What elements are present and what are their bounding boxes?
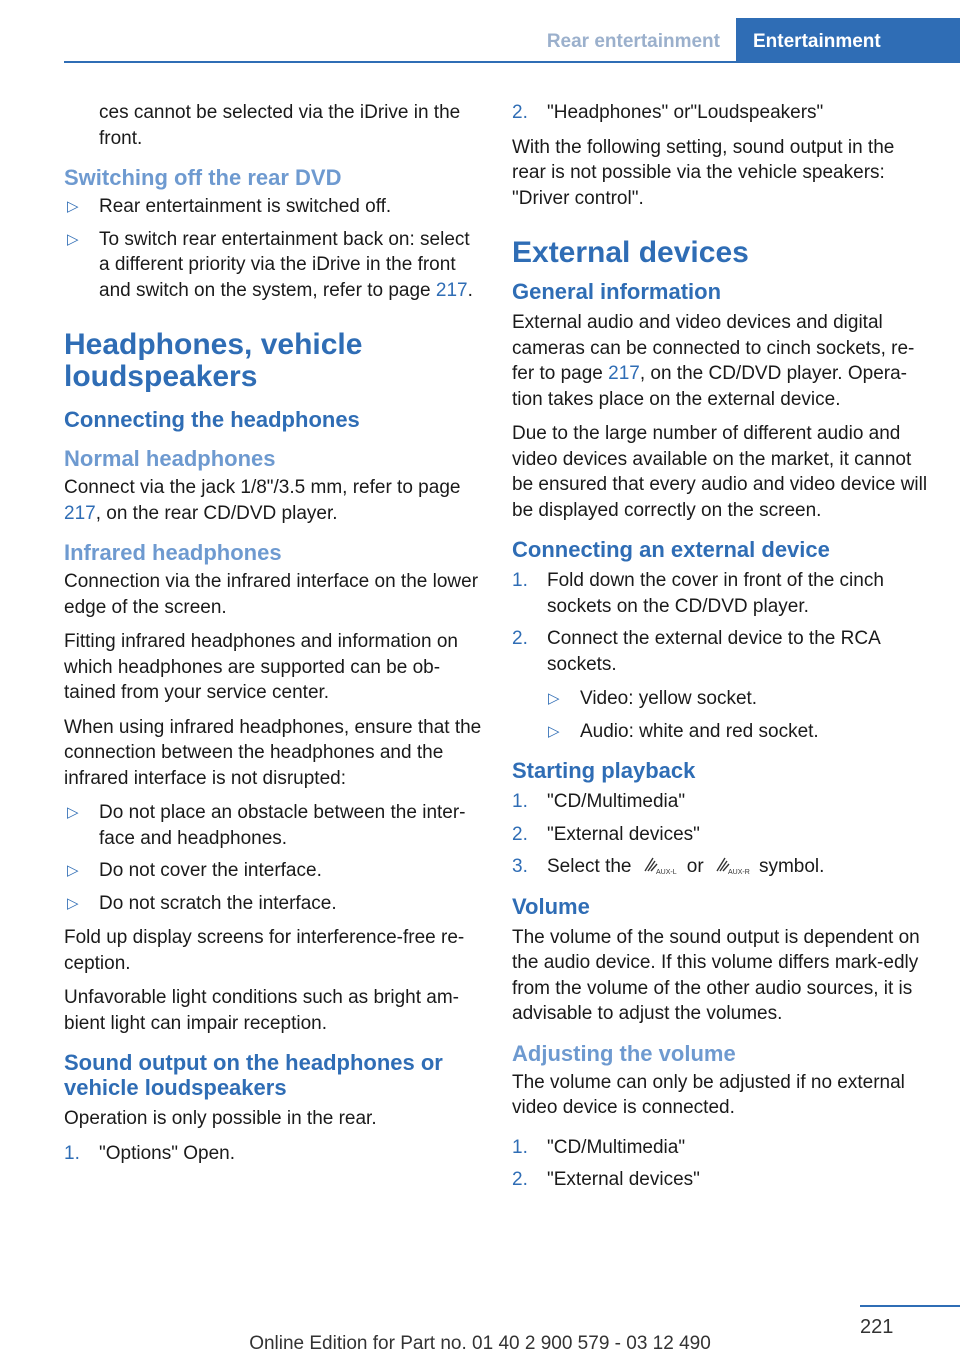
continued-text: ces cannot be selected via the iDrive in the front. [99,102,461,149]
paragraph: The volume of the sound output is dependent on the audio device. If this volume differs mark‐edly from the volume of the other audio sources, it is advisable to adjust the volumes. [512,926,920,1024]
normal-headphones-text: Connect via the jack 1/8"/3.5 mm, refer to page 217, on the rear CD/DVD player. [64,477,461,524]
heading-switching-off: Switching off the rear DVD [64,165,342,190]
page-link[interactable]: 217 [64,502,96,524]
sound-steps [64,1141,484,1167]
paragraph: Connection via the infrared interface on the lower edge of the screen. [64,571,479,618]
paragraph: The volume can only be adjusted if no external video device is connected. [512,1071,905,1118]
heading-volume: Volume [512,893,590,919]
list-item: ▷ Video: yellow socket. [545,686,932,712]
heading-headphones-loudspeakers: Headphones, vehicle loudspeakers [64,328,363,393]
connect-steps [512,568,932,677]
step-number: 2. [512,1169,528,1190]
paragraph: When using infrared headphones, ensure that the connection between the headphones and the infrared interface is not disrupted: [64,716,482,789]
infrared-list [64,800,484,916]
list-item: ▷ Do not place an obstacle between the inter‐face and headphones. [67,802,466,849]
list-item: 2. Connect the external device to the RCA sockets. [512,628,880,675]
paragraph: With the following setting, sound output in the rear is not possible via the vehicle speakers: "Driver control". [512,136,895,209]
list-item: 2. "External devices" [512,1167,932,1193]
step-number: 3. [512,856,528,877]
aux-l-symbol-icon [641,854,683,876]
heading-external-devices: External devices [512,236,749,269]
list-item: ▷ Rear entertainment is switched off. [64,194,484,220]
page-link[interactable]: 217 [435,279,468,301]
paragraph: Fold up display screens for interference-free re‐ception. [64,927,465,974]
left-column [64,100,484,1175]
general-info-text: External audio and video devices and digital cameras can be connected to cinch sockets, re‐fer to page 217, on the CD/DVD player. Opera‐tion takes place on the external device. [512,312,915,410]
sound-steps-continued [512,100,932,126]
step-number: 1. [64,1142,80,1164]
heading-infrared-headphones: Infrared headphones [64,540,282,565]
step-number: 2. [512,102,528,123]
heading-connecting-external-device: Connecting an external device [512,537,830,562]
paragraph: Fitting infrared headphones and information on which headphones are supported can be ob‐tained from your service center. [64,631,458,703]
list-item: 3. Select the AUX-L or AUX-R symbol. [512,854,932,880]
list-item: 1. "CD/Multimedia" [512,1135,932,1161]
svg-text:AUX-R: AUX-R [727,869,750,876]
heading-connecting-headphones: Connecting the headphones [64,407,360,432]
adjust-steps [512,1135,932,1193]
edition-note: Online Edition for Part no. 01 40 2 900 579 - 03 12 490 [249,1333,711,1354]
heading-starting-playback: Starting playback [512,758,696,783]
header-rule [64,61,960,63]
aux-r-symbol-icon [713,854,755,876]
footer-rule [860,1305,960,1307]
heading-adjusting-volume: Adjusting the volume [512,1040,736,1066]
list-item: ▷ Audio: white and red socket. [545,719,932,745]
triangle-bullet-icon: ▷ [67,804,79,821]
header-chapter-tab: Entertainment [736,18,960,61]
page-number: 221 [860,1316,894,1338]
list-item: ▷ To switch rear entertainment back on: select a different priority via the iDrive in the front and switch on the system, refer to page 217. [67,228,473,301]
list-item: ▷ Do not cover the interface. [64,858,484,884]
socket-list [545,686,932,744]
triangle-bullet-icon: ▷ [67,862,79,879]
step-number: 1. [512,791,528,812]
step-number: 2. [512,628,528,649]
list-item: ▷ Do not scratch the interface. [64,891,484,917]
switch-off-list [64,194,484,303]
triangle-bullet-icon: ▷ [548,722,560,740]
heading-normal-headphones: Normal headphones [64,446,276,471]
list-item: 1. Fold down the cover in front of the cinch sockets on the CD/DVD player. [512,570,884,617]
page-link[interactable]: 217 [608,363,640,384]
paragraph: Unfavorable light conditions such as bright am‐bient light can impair reception. [64,987,459,1034]
list-item: 1. "Options" Open. [64,1141,484,1167]
triangle-bullet-icon: ▷ [67,230,79,248]
heading-sound-output: Sound output on the headphones or vehicle loudspeakers [64,1050,443,1100]
svg-text:AUX-L: AUX-L [655,869,677,876]
triangle-bullet-icon: ▷ [548,690,560,707]
step-number: 1. [512,1136,528,1158]
list-item: 1. "CD/Multimedia" [512,789,932,815]
step-number: 1. [512,570,528,591]
paragraph: Operation is only possible in the rear. [64,1108,377,1129]
paragraph: Due to the large number of different audio and video devices available on the market, it cannot be ensured that every audio and video device will be displayed correctly on the screen. [512,423,928,521]
header-section-label: Rear entertainment [546,31,720,52]
right-column [512,100,932,1202]
triangle-bullet-icon: ▷ [67,198,79,215]
list-item: 2. "Headphones" or"Loudspeakers" [512,100,932,126]
heading-general-information: General information [512,279,722,304]
list-item: 2. "External devices" [512,822,932,848]
step-number: 2. [512,823,528,845]
triangle-bullet-icon: ▷ [67,894,79,912]
playback-steps [512,789,932,880]
